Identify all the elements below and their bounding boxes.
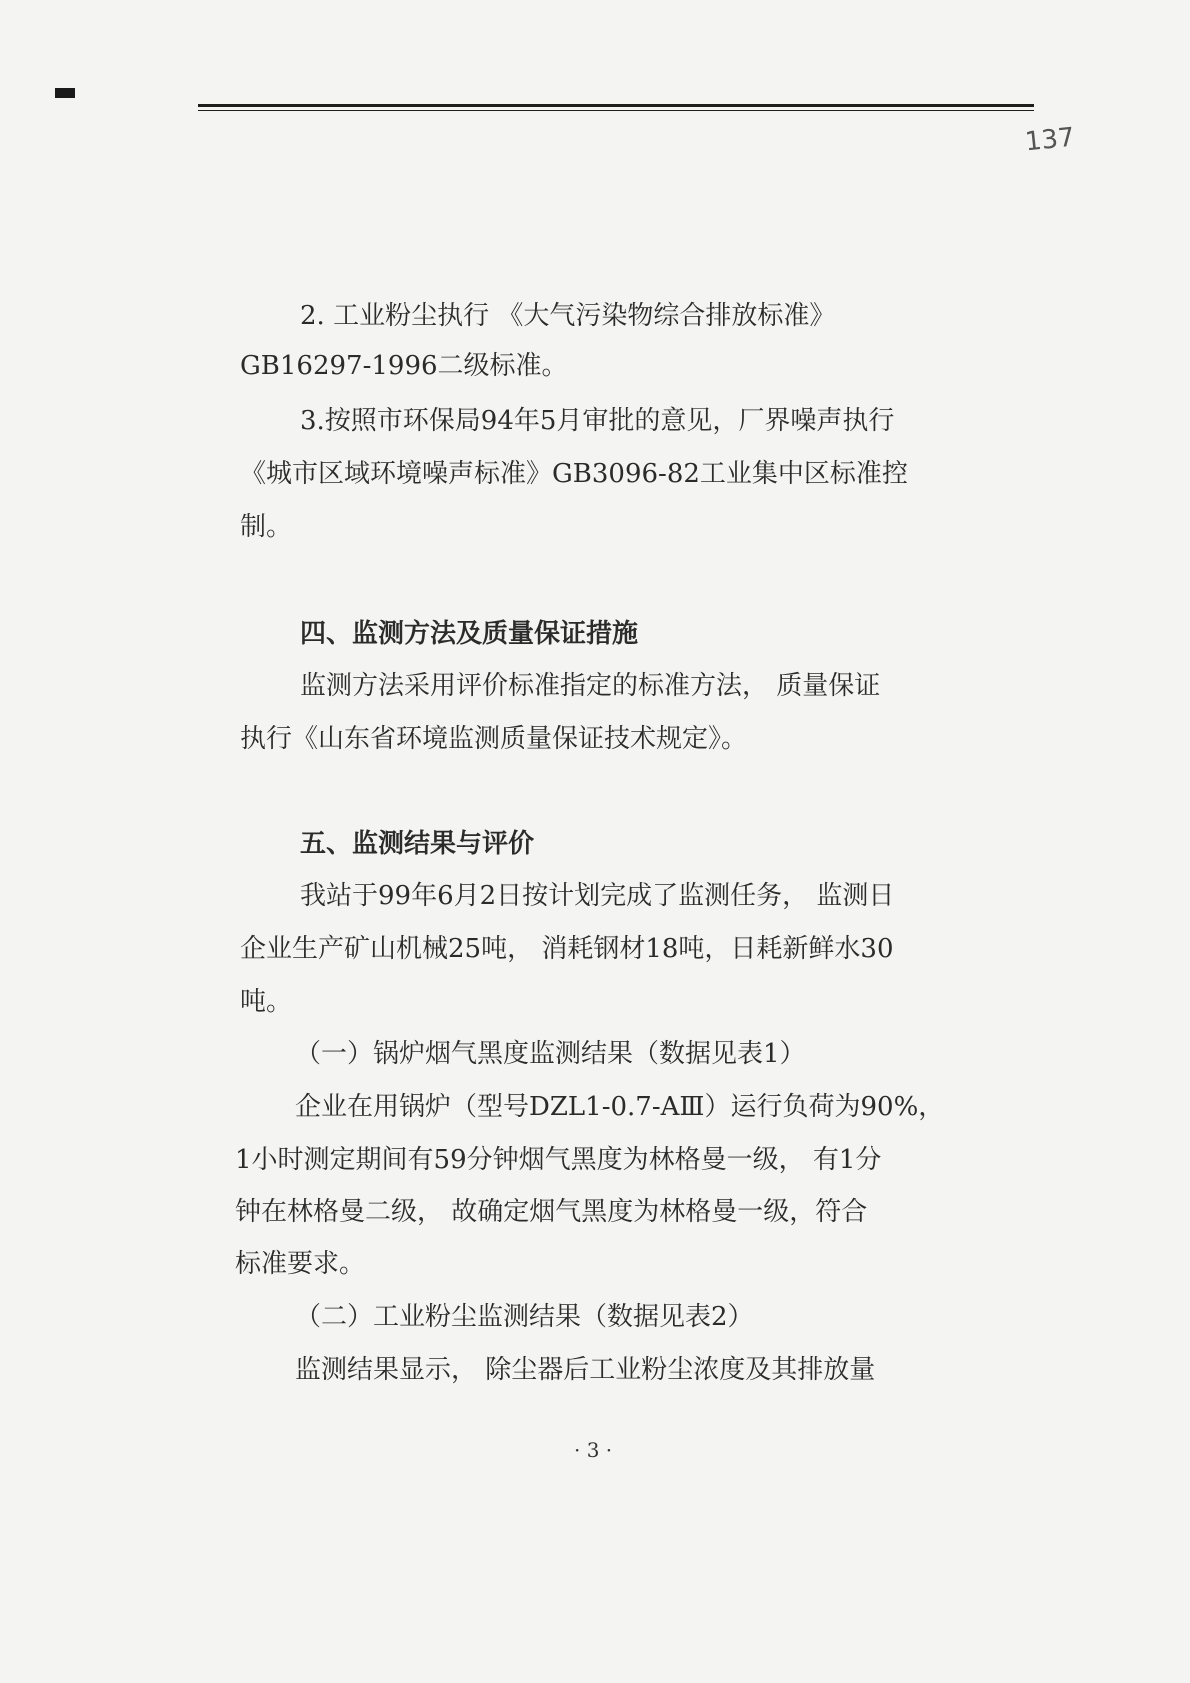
text-line: 2. 工业粉尘执行 《大气污染物综合排放标准》	[300, 301, 836, 331]
text-line: 《城市区域环境噪声标准》GB3096-82工业集中区标准控	[240, 459, 908, 489]
text-line: 标准要求。	[235, 1249, 366, 1279]
header-rule-thin	[198, 110, 1034, 111]
text-line: 吨。	[240, 987, 293, 1017]
text-line: 我站于99年6月2日按计划完成了监测任务， 监测日	[300, 881, 895, 911]
text-line: 1小时测定期间有59分钟烟气黑度为林格曼一级， 有1分	[235, 1145, 882, 1175]
handwritten-folio: 137	[1023, 122, 1077, 158]
text-line: 制。	[240, 512, 293, 542]
text-line: 企业生产矿山机械25吨， 消耗钢材18吨，日耗新鲜水30	[240, 934, 894, 964]
text-line: 钟在林格曼二级， 故确定烟气黑度为林格曼一级，符合	[235, 1197, 868, 1227]
text-line: 企业在用锅炉（型号DZL1-0.7-AⅢ）运行负荷为90%，	[295, 1092, 945, 1122]
header-rule-thick	[198, 104, 1034, 107]
section-heading: 四、监测方法及质量保证措施	[300, 619, 639, 649]
text-line: 监测方法采用评价标准指定的标准方法， 质量保证	[300, 671, 881, 701]
text-line: （一）锅炉烟气黑度监测结果（数据见表1）	[295, 1039, 806, 1069]
section-heading: 五、监测结果与评价	[300, 829, 535, 859]
text-line: 执行《山东省环境监测质量保证技术规定》。	[240, 724, 748, 754]
text-line: （二）工业粉尘监测结果（数据见表2）	[295, 1302, 754, 1332]
text-line: GB16297-1996二级标准。	[240, 351, 568, 381]
scan-corner-mark	[55, 88, 75, 98]
page-number: · 3 ·	[574, 1438, 613, 1462]
text-line: 3.按照市环保局94年5月审批的意见，厂界噪声执行	[300, 406, 895, 436]
text-line: 监测结果显示， 除尘器后工业粉尘浓度及其排放量	[295, 1355, 876, 1385]
